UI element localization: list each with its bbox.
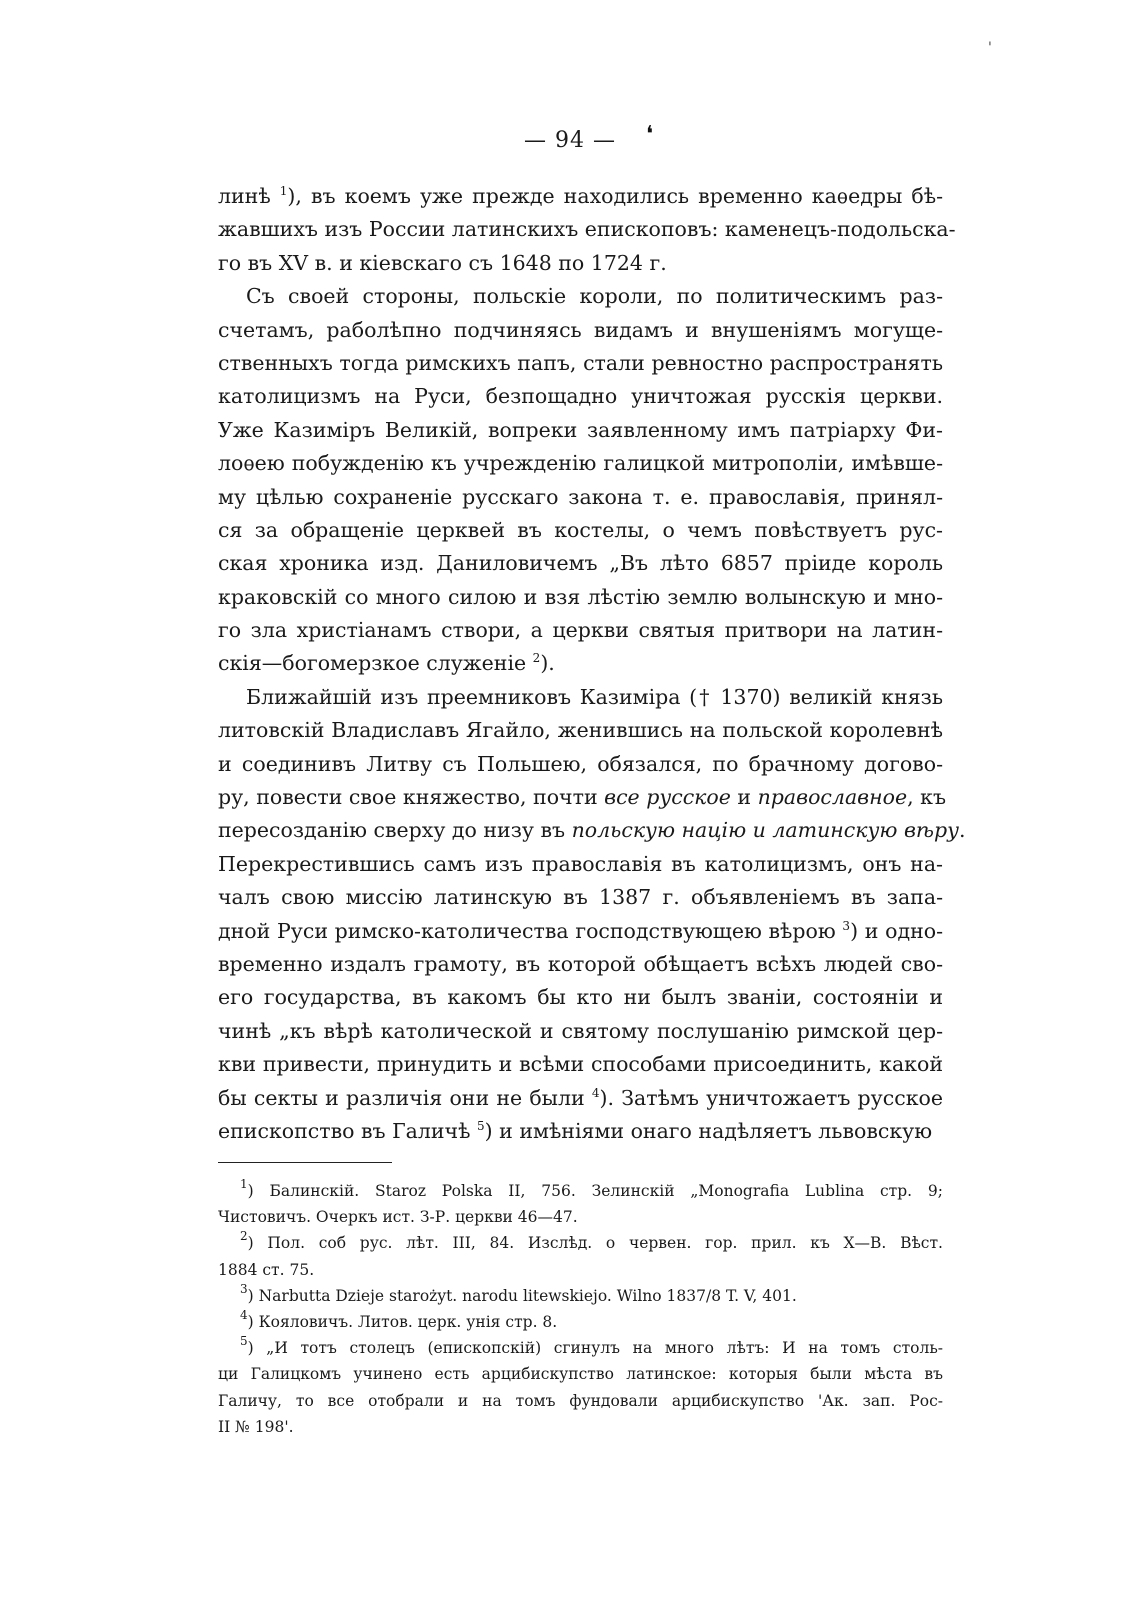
footnote-marker: 2 (532, 651, 541, 666)
text-segment: ру, повести свое княжество, почти (218, 785, 605, 810)
text-segment: счетамъ, раболѣпно подчиняясь видамъ и внушеніямъ могуще- (218, 317, 943, 342)
text-segment: чинѣ „къ вѣрѣ католической и святому послушанію римской цер- (218, 1018, 943, 1043)
footnote-marker: 4 (591, 1085, 600, 1100)
text-segment: , къ (907, 785, 946, 810)
footnote-marker: 3 (842, 918, 851, 933)
text-segment: Уже Казиміръ Великій, вопреки заявленному имъ патріарху Фи- (218, 417, 943, 442)
text-segment: ская хроника изд. Даниловичемъ „Въ лѣто 6857 пріиде король (218, 551, 943, 576)
text-line (218, 981, 943, 1014)
text-line (218, 614, 943, 647)
text-segment: 1884 ст. 75. (218, 1260, 315, 1279)
footnote-line (218, 1283, 943, 1309)
emphasis-text: все русское (604, 785, 731, 810)
text-segment: ) Narbutta Dzieje starożyt. narodu litewskiejo. Wilno 1837/8 T. V, 401. (247, 1286, 797, 1305)
text-segment: пересозданію сверху до низу въ (218, 818, 572, 843)
text-segment: го въ XV в. и кіевскаго съ 1648 по 1724 г. (218, 250, 667, 275)
footnote-marker: 1 (279, 184, 288, 198)
text-line (218, 681, 943, 714)
text-segment: ци Галицкомъ учинено есть арцибискупство латинское: которыя были мѣста въ (218, 1365, 943, 1384)
footnote-line (218, 1388, 943, 1414)
text-segment: ) и одно- (850, 918, 943, 943)
text-line (218, 213, 956, 246)
text-line (218, 481, 943, 514)
footnote-separator (218, 1162, 392, 1163)
main-text (218, 180, 966, 1148)
footnote-line (218, 1257, 943, 1283)
text-line (218, 314, 943, 347)
footnote-line (218, 1204, 943, 1230)
text-segment: ) и имѣніями онаго надѣляетъ львовскую (484, 1118, 933, 1143)
text-segment: краковскій со много силою и взя лѣстію землю волынскую и мно- (218, 584, 943, 609)
text-segment: Перекрестившись самъ изъ православія въ католицизмъ, онъ на- (218, 851, 943, 876)
text-segment: скія—богомерзкое служеніе (218, 651, 533, 676)
text-segment: го зла христіанамъ створи, а церкви святыя притвори на латин- (218, 618, 943, 643)
text-line (218, 247, 943, 280)
text-segment: жавшихъ изъ России латинскихъ епископовъ: каменецъ-подольска- (218, 217, 956, 242)
text-line (218, 814, 966, 847)
text-segment: бы секты и различія они не были (218, 1085, 592, 1110)
text-line (218, 347, 943, 380)
text-segment: ) „И тотъ столецъ (епископскій) сгинулъ на много лѣтъ: И на томъ столь- (247, 1339, 943, 1358)
text-line (218, 915, 943, 948)
text-line (218, 280, 943, 313)
text-segment: лоѳею побужденію къ учрежденію галицкой митрополіи, имѣвше- (218, 451, 943, 476)
text-segment: Галичу, то все отобрали и на томъ фундовали арцибискупство 'Ак. зап. Рос- (218, 1391, 943, 1410)
text-segment: линѣ (218, 184, 280, 208)
text-line (218, 1115, 943, 1148)
footnote-line (218, 1309, 943, 1335)
text-segment: ) Кояловичъ. Литов. церк. унія стр. 8. (247, 1312, 558, 1331)
text-segment: католицизмъ на Руси, безпощадно уничтожая русскія церкви. (218, 384, 943, 409)
text-segment: и (730, 785, 758, 810)
text-line (218, 514, 943, 547)
text-segment: литовскій Владиславъ Ягайло, женившись на польской королевнѣ (218, 718, 943, 743)
footnote-marker: 1 (240, 1177, 248, 1191)
text-segment: ), въ коемъ уже прежде находились временно каѳедры бѣ- (287, 184, 943, 208)
footnote-line (218, 1414, 943, 1440)
text-segment: временно издалъ грамоту, въ которой обѣщаетъ всѣхъ людей сво- (218, 951, 943, 976)
text-line (218, 581, 943, 614)
text-line (218, 748, 943, 781)
text-segment: II № 198'. (218, 1417, 294, 1436)
text-segment: ся за обращеніе церквей въ костелы, о чемъ повѣствуетъ рус- (218, 517, 943, 542)
text-segment: ). (540, 651, 555, 676)
footnote-line (218, 1361, 943, 1387)
text-segment: ственныхъ тогда римскихъ папъ, стали ревностно распространять (218, 350, 943, 375)
footnote-line (218, 1335, 943, 1361)
text-line (218, 647, 943, 680)
text-segment: епископство въ Галичѣ (218, 1118, 477, 1143)
emphasis-text: польскую націю и латинскую вѣру (571, 818, 960, 843)
footnote-line (218, 1230, 943, 1256)
text-line (218, 848, 943, 881)
text-segment: ) Пол. соб рус. лѣт. III, 84. Изслѣд. о червен. гор. прил. къ X—В. Вѣст. (247, 1234, 943, 1253)
text-line (218, 714, 943, 747)
footnote-marker: 5 (240, 1334, 248, 1349)
page-number: — 94 — (524, 128, 616, 153)
text-line (218, 380, 943, 413)
text-segment: его государства, въ какомъ бы кто ни былъ званіи, состояніи и (218, 985, 943, 1010)
emphasis-text: православное (757, 785, 908, 810)
footnote-marker: 5 (477, 1118, 485, 1133)
text-segment: ) Балинскій. Staroz Polska II, 756. Зелинскій „Monografia Lublina стр. 9; (247, 1182, 943, 1200)
text-line (218, 781, 946, 814)
text-line (218, 1048, 943, 1081)
text-line (218, 447, 943, 480)
footnote-line (218, 1178, 943, 1204)
text-segment: Чистовичъ. Очеркъ ист. З-Р. церкви 46—47. (218, 1208, 578, 1227)
margin-tick-mark: ' (988, 40, 992, 56)
text-segment: и соединивъ Литву съ Польшею, обязался, по брачному догово- (218, 751, 943, 776)
text-segment: чалъ свою миссію латинскую въ 1387 г. объявленіемъ въ запа- (218, 885, 943, 910)
footnotes (218, 1178, 943, 1440)
text-segment: кви привести, принудить и всѣми способами присоединить, какой (218, 1052, 943, 1077)
text-line (218, 881, 943, 914)
footnote-marker: 2 (240, 1229, 248, 1244)
text-line (218, 1082, 943, 1115)
text-segment: . (959, 818, 966, 843)
text-line (218, 1015, 943, 1048)
footnote-marker: 4 (240, 1307, 248, 1322)
text-segment: Ближайшій изъ преемниковъ Казиміра († 1370) великій князь (246, 684, 943, 709)
text-line (218, 180, 943, 213)
text-segment: Съ своей стороны, польскіе короли, по политическимъ раз- (246, 284, 943, 309)
footnote-marker: 3 (240, 1281, 248, 1296)
text-line (218, 547, 943, 580)
text-line (218, 948, 943, 981)
text-line (218, 414, 943, 447)
text-segment: ). Затѣмъ уничтожаетъ русское (599, 1085, 943, 1110)
ink-mark: ❛ (646, 122, 654, 147)
text-segment: дной Руси римско-католичества господствующею вѣрою (218, 918, 843, 943)
text-segment: му цѣлью сохраненіе русскаго закона т. е. православія, принял- (218, 484, 943, 509)
